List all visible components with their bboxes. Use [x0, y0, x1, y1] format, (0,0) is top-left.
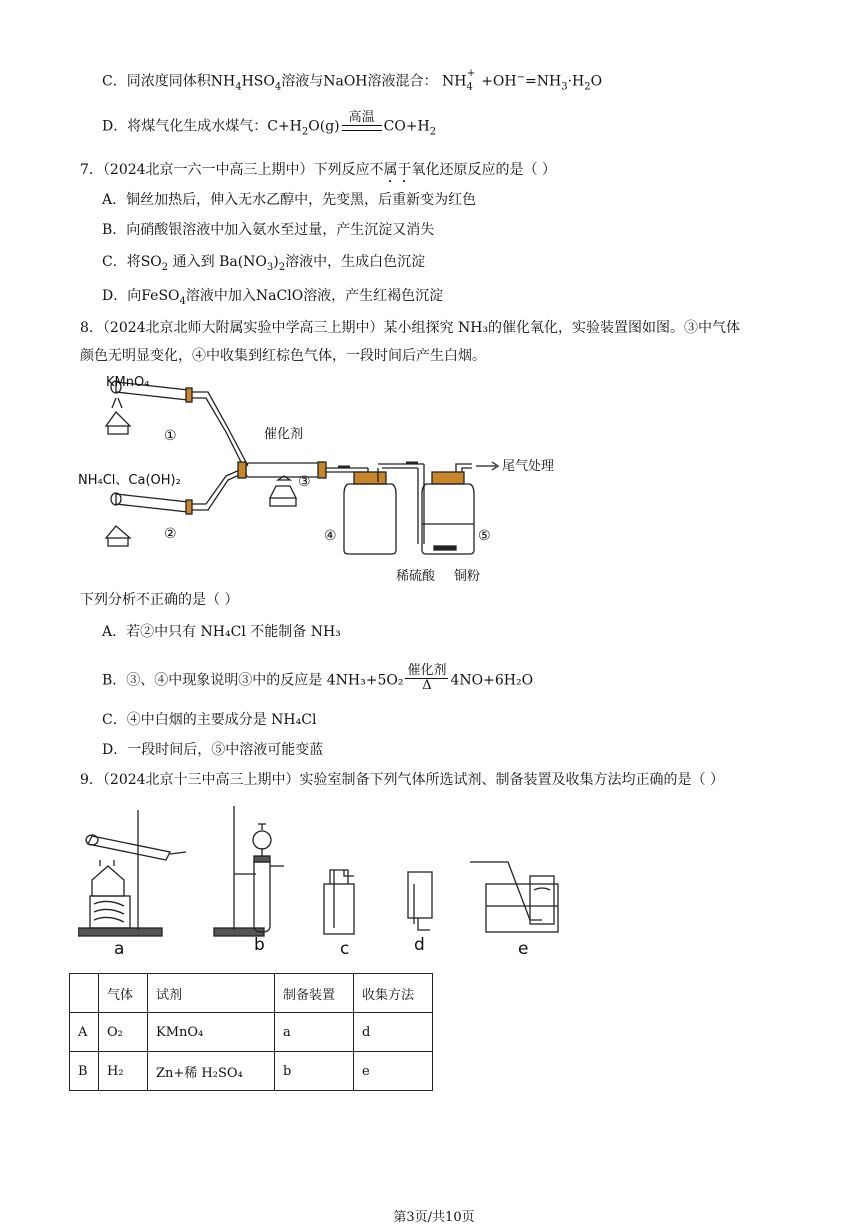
table-cell: a: [275, 1013, 354, 1052]
figure-label-a: a: [114, 939, 125, 959]
high-temp-condition: 高温: [342, 110, 382, 131]
q8-option-d: D．一段时间后，⑤中溶液可能变蓝: [102, 742, 324, 758]
table-cell: e: [354, 1052, 433, 1091]
label-n1: ①: [164, 428, 177, 444]
catalyst-heat-condition: $\frac{\text{催化剂}}{\Delta}$: [407, 663, 447, 693]
table-cell: B: [70, 1052, 99, 1091]
table-row: [70, 1052, 433, 1091]
q7-option-b: B．向硝酸银溶液中加入氨水至过量，产生沉淀又消失: [102, 222, 435, 238]
q8-option-b: B．③、④中现象说明③中的反应是 4NH₃+5O₂ $\frac{\text{催化剂}}{\Delta}$ 4NO+6H₂O: [102, 663, 534, 693]
label-dilute-acid: 稀硫酸: [396, 569, 436, 584]
table-header-row: [70, 974, 433, 1013]
figure-label-c: c: [340, 939, 350, 959]
figure-label-e: e: [518, 939, 529, 959]
table-header-cell: 收集方法: [354, 974, 433, 1013]
label-n5: ⑤: [478, 528, 491, 544]
q7-stem: 7．（2024北京一六一中高三上期中）下列反应不属于氧化还原反应的是（ ）: [80, 162, 556, 178]
q7-option-d: D．向FeSO$_4$溶液中加入NaClO溶液，产生红褐色沉淀: [102, 288, 444, 307]
table-header-cell: [70, 974, 99, 1013]
q9-apparatus-figure: [78, 800, 578, 960]
figure-label-b: b: [254, 935, 265, 955]
q8-apparatus-figure: [78, 368, 598, 588]
q7-option-c: C．将$SO_2$ 通入到 $Ba(NO_3)_2$溶液中，生成白色沉淀: [102, 254, 426, 273]
table-cell: b: [275, 1052, 354, 1091]
label-copper-powder: 铜粉: [454, 569, 481, 584]
label-n3: ③: [298, 474, 311, 490]
label-n2: ②: [164, 526, 177, 542]
table-row: [70, 1013, 433, 1052]
q8-stem-line1: 8．（2024北京北师大附属实验中学高三上期中）某小组探究 NH₃的催化氧化，实验装置图如图。③中气体: [80, 320, 741, 336]
q9-options-table: [69, 973, 433, 1091]
q6-option-d: D．将煤气化生成水煤气：$C+H_2O(g)$ 高温 $CO+H_2$: [102, 110, 437, 138]
label-kmno4: KMnO₄: [106, 375, 150, 390]
q8-option-a: A．若②中只有 NH₄Cl 不能制备 NH₃: [102, 624, 341, 640]
table-cell: d: [354, 1013, 433, 1052]
q6-option-c: C．同浓度同体积$NH_4HSO_4$溶液与NaOH溶液混合： $NH_4^++OH^-=NH_3\cdot H_2O$: [102, 68, 603, 93]
q8-stem-line2: 颜色无明显变化，④中收集到红棕色气体，一段时间后产生白烟。: [80, 348, 486, 364]
q8-option-c: C．④中白烟的主要成分是 NH₄Cl: [102, 712, 317, 728]
label-n4: ④: [324, 528, 337, 544]
page-footer: 第3页/共10页: [393, 1210, 475, 1225]
q9-stem: 9．（2024北京十三中高三上期中）实验室制备下列气体所选试剂、制备装置及收集方法均正确的是（ ）: [80, 772, 724, 788]
table-cell: Zn+稀 H₂SO₄: [148, 1052, 275, 1091]
table-header-cell: 制备装置: [275, 974, 354, 1013]
table-cell: A: [70, 1013, 99, 1052]
table-header-cell: 气体: [99, 974, 148, 1013]
figure-label-d: d: [414, 935, 425, 955]
table-cell: O₂: [99, 1013, 148, 1052]
label-nh4cl-caoh2: NH₄Cl、Ca(OH)₂: [78, 473, 181, 488]
q8-ask: 下列分析不正确的是（ ）: [80, 592, 239, 608]
table-cell: KMnO₄: [148, 1013, 275, 1052]
table-cell: H₂: [99, 1052, 148, 1091]
table-header-cell: 试剂: [148, 974, 275, 1013]
q7-option-a: A．铜丝加热后，伸入无水乙醇中，先变黑，后重新变为红色: [102, 192, 477, 208]
label-catalyst: 催化剂: [264, 427, 304, 442]
label-tail-gas: 尾气处理: [502, 459, 555, 474]
